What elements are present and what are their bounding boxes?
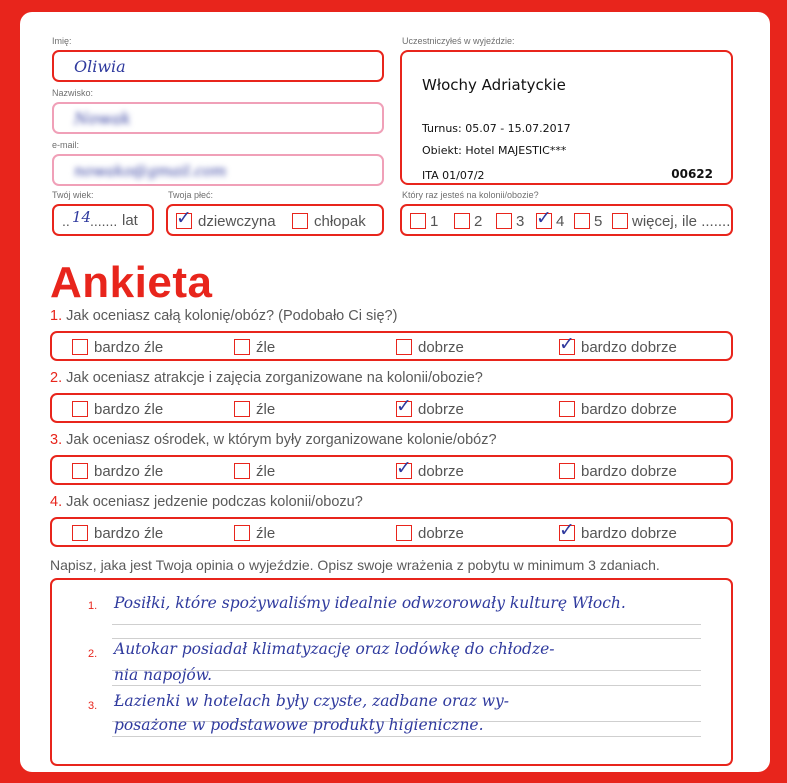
rating-option[interactable]: ✓ bardzo dobrze (559, 519, 677, 542)
checkbox[interactable] (72, 339, 88, 355)
checkbox[interactable] (176, 207, 192, 230)
checkmark-icon: ✓ (396, 457, 412, 480)
ruled-line (112, 624, 701, 625)
age-value: 14 (72, 208, 92, 226)
checkbox[interactable] (559, 333, 575, 356)
checkbox[interactable] (396, 339, 412, 355)
question-2-options (50, 393, 733, 423)
checkbox[interactable] (72, 401, 88, 417)
question-4-options (50, 517, 733, 547)
times-option-4[interactable]: ✓ 4 (536, 207, 565, 230)
checkbox[interactable] (72, 525, 88, 541)
ruled-line (112, 638, 701, 639)
answer-number: 3. (88, 700, 98, 712)
trip-number: 00622 (671, 167, 713, 181)
question-4-text (50, 494, 363, 510)
checkbox[interactable] (396, 457, 412, 480)
trip-label: Uczestniczyłeś w wyjeździe: (402, 36, 515, 46)
question-1-options (50, 331, 733, 361)
last-name-label: Nazwisko: (52, 88, 94, 98)
checkbox[interactable] (72, 463, 88, 479)
question-number: 4. (50, 494, 63, 510)
gender-label: Twoja płeć: (168, 190, 214, 200)
opinion-prompt: Napisz, jaka jest Twoja opinia o wyjeździe. Opisz swoje wrażenia z pobytu w minimum 3 zdaniach. (50, 557, 660, 573)
ruled-line (112, 736, 701, 737)
checkmark-icon: ✓ (559, 333, 575, 356)
first-name-field[interactable] (52, 50, 384, 82)
rating-option[interactable]: źle (234, 338, 275, 356)
age-dots-suffix: ....... (90, 213, 118, 229)
checkbox[interactable] (396, 525, 412, 541)
trip-turnus: Turnus: 05.07 - 15.07.2017 (422, 122, 571, 135)
rating-option[interactable]: bardzo źle (72, 462, 163, 480)
answer-line: posażone w podstawowe produkty higieniczne. (114, 716, 484, 734)
rating-option[interactable]: bardzo źle (72, 338, 163, 356)
checkbox[interactable] (559, 401, 575, 417)
rating-option[interactable]: dobrze (396, 338, 464, 356)
times-option-more[interactable]: więcej, ile ....... (612, 212, 730, 230)
checkbox[interactable] (234, 463, 250, 479)
rating-option[interactable]: bardzo źle (72, 400, 163, 418)
first-name-value: Oliwia (74, 57, 126, 76)
gender-option-girl[interactable]: ✓ dziewczyna (176, 207, 276, 230)
rating-option[interactable]: źle (234, 462, 275, 480)
checkbox[interactable] (234, 401, 250, 417)
answer-line: Autokar posiadał klimatyzację oraz lodówkę do chłodze- (114, 640, 555, 658)
checkbox[interactable] (234, 339, 250, 355)
checkbox[interactable] (536, 207, 552, 230)
email-field[interactable] (52, 154, 384, 186)
rating-option[interactable]: dobrze (396, 524, 464, 542)
checkbox[interactable] (574, 213, 590, 229)
answer-line: Posiłki, które spożywaliśmy idealnie odwzorowały kulturę Włoch. (114, 594, 626, 612)
question-label: Jak oceniasz ośrodek, w którym były zorganizowane kolonie/obóz? (66, 432, 497, 448)
times-option-3[interactable]: 3 (496, 212, 524, 230)
times-option-1[interactable]: 1 (410, 212, 438, 230)
age-field[interactable] (52, 204, 154, 236)
checkbox[interactable] (612, 213, 628, 229)
email-label: e-mail: (52, 140, 80, 150)
times-field (400, 204, 733, 236)
times-option-5[interactable]: 5 (574, 212, 602, 230)
trip-name: Włochy Adriatyckie (422, 76, 566, 94)
checkmark-icon: ✓ (396, 395, 412, 418)
age-label: Twój wiek: (52, 190, 94, 200)
rating-option[interactable]: bardzo dobrze (559, 462, 677, 480)
checkmark-icon: ✓ (559, 519, 575, 542)
last-name-field[interactable] (52, 102, 384, 134)
rating-option[interactable]: ✓ dobrze (396, 395, 464, 418)
checkbox[interactable] (559, 519, 575, 542)
question-number: 3. (50, 432, 63, 448)
rating-option[interactable]: źle (234, 524, 275, 542)
email-value: nowako@gmail.com (74, 162, 227, 180)
checkbox[interactable] (292, 213, 308, 229)
question-label: Jak oceniasz atrakcje i zajęcia zorganizowane na kolonii/obozie? (66, 370, 483, 386)
gender-field (166, 204, 384, 236)
first-name-label: Imię: (52, 36, 72, 46)
checkbox[interactable] (410, 213, 426, 229)
trip-code: ITA 01/07/2 (422, 169, 485, 182)
question-2-text (50, 370, 483, 386)
answer-line: nia napojów. (114, 666, 213, 684)
answer-line: Łazienki w hotelach były czyste, zadbane oraz wy- (114, 692, 509, 710)
trip-object: Obiekt: Hotel MAJESTIC*** (422, 144, 567, 157)
last-name-value: Nowak (74, 109, 131, 128)
answer-number: 1. (88, 600, 98, 612)
page-title: Ankieta (50, 258, 213, 307)
answer-number: 2. (88, 648, 98, 660)
question-3-text (50, 432, 497, 448)
ruled-line (112, 685, 701, 686)
times-label: Który raz jesteś na kolonii/obozie? (402, 190, 539, 200)
checkbox[interactable] (396, 395, 412, 418)
survey-sheet (20, 12, 770, 772)
checkmark-icon: ✓ (536, 207, 552, 230)
opinion-answer-box[interactable] (50, 578, 733, 766)
checkbox[interactable] (234, 525, 250, 541)
rating-option[interactable]: źle (234, 400, 275, 418)
trip-info-box (400, 50, 733, 185)
question-label: Jak oceniasz jedzenie podczas kolonii/obozu? (66, 494, 363, 510)
question-number: 1. (50, 308, 63, 324)
question-number: 2. (50, 370, 63, 386)
question-3-options (50, 455, 733, 485)
checkbox[interactable] (496, 213, 512, 229)
checkbox[interactable] (454, 213, 470, 229)
rating-option[interactable]: bardzo dobrze (559, 400, 677, 418)
checkbox[interactable] (559, 463, 575, 479)
rating-option[interactable]: ✓ bardzo dobrze (559, 333, 677, 356)
age-unit: lat (122, 212, 138, 229)
rating-option[interactable]: bardzo źle (72, 524, 163, 542)
checkmark-icon: ✓ (176, 207, 192, 230)
gender-option-boy[interactable]: chłopak (292, 212, 366, 230)
age-dots-prefix: .. (62, 213, 70, 229)
question-1-text (50, 308, 397, 324)
question-label: Jak oceniasz całą kolonię/obóz? (Podobało Ci się?) (66, 308, 398, 324)
rating-option[interactable]: ✓ dobrze (396, 457, 464, 480)
times-option-2[interactable]: 2 (454, 212, 482, 230)
